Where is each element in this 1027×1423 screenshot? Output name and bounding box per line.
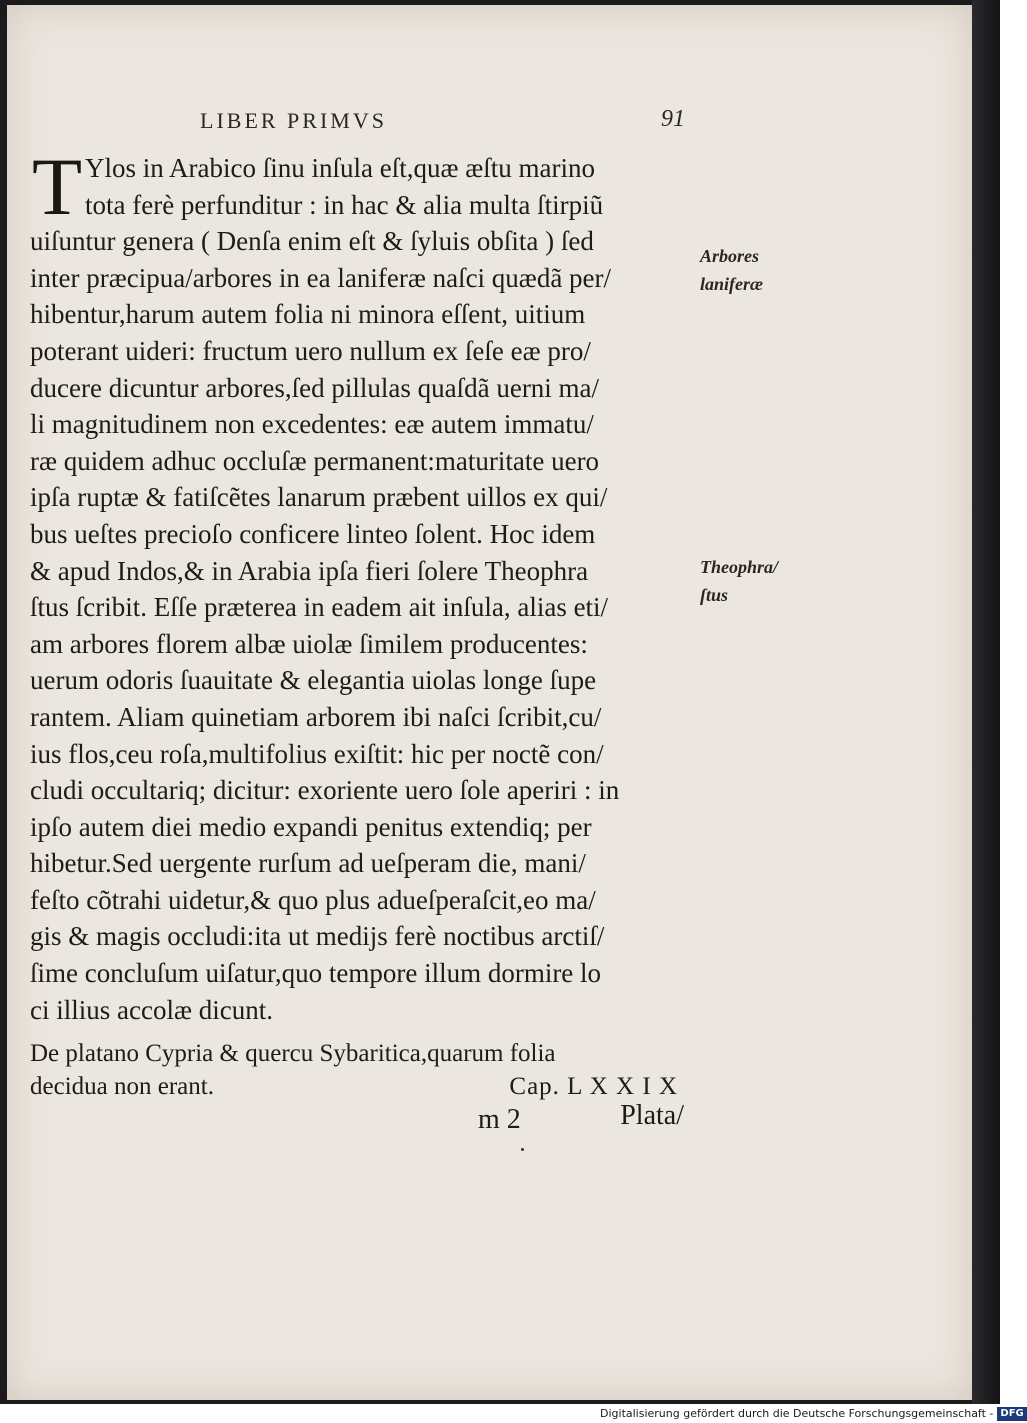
- dfg-logo-icon: DFG: [997, 1407, 1026, 1421]
- margin-note-line: Theophra/: [700, 557, 779, 577]
- text-line: inter præcipua/arbores in ea laniferæ naſci quædã per/: [30, 262, 612, 293]
- page-footer-catchwords: [478, 1100, 684, 1140]
- page-number: 91: [661, 106, 685, 132]
- page-header: [200, 108, 685, 142]
- text-line: ſime concluſum uiſatur,quo tempore illum dormire lo: [30, 958, 602, 989]
- chapter-line: decidua non erant.: [30, 1073, 214, 1100]
- margin-note-arbores: [700, 242, 820, 298]
- text-line: bus ueſtes precioſo conficere linteo ſolent. Hoc idem: [30, 518, 596, 549]
- text-line: ſtus ſcribit. Eſſe præterea in eadem ait inſula, alias eti/: [30, 592, 609, 623]
- text-line: gis & magis occludi:ita ut medijs ferè noctibus arctiſ/: [30, 921, 605, 952]
- chapter-number: Cap. L X X I X: [509, 1073, 678, 1100]
- text-line: & apud Indos,& in Arabia ipſa fieri ſolere Theophra: [30, 555, 589, 586]
- margin-note-line: laniferæ: [700, 274, 763, 294]
- margin-note-line: ſtus: [700, 585, 729, 605]
- text-line: uiſuntur genera ( Denſa enim eſt & ſyluis obſita ) ſed: [30, 226, 594, 257]
- text-line: poterant uideri: fructum uero nullum ex ſeſe eæ pro/: [30, 335, 591, 366]
- text-line: cludi occultariq; dicitur: exoriente uero ſole aperiri : in: [30, 775, 620, 806]
- text-line: tota ferè perfunditur : in hac & alia multa ſtirpiũ: [85, 189, 604, 220]
- running-title: LIBER PRIMVS: [200, 108, 387, 133]
- text-line: hibetur.Sed uergente rurſum ad ueſperam die, mani/: [30, 848, 586, 879]
- text-line: ius flos,ceu roſa,multifolius exiſtit: hic per noctẽ con/: [30, 738, 604, 769]
- page-gutter: [972, 0, 1000, 1404]
- ink-dot: [521, 1148, 524, 1151]
- chapter-heading: [30, 1037, 680, 1103]
- text-line: Ylos in Arabico ſinu inſula eſt,quæ æſtu marino: [85, 153, 595, 183]
- credit-text: Digitalisierung gefördert durch die Deutsche Forschungsgemeinschaft -: [600, 1407, 994, 1420]
- main-text: [30, 141, 690, 1028]
- margin-note-theophrastus: [700, 553, 820, 609]
- text-line: feſto cõtrahi uidetur,& quo plus adueſperaſcit,eo ma/: [30, 884, 596, 915]
- text-line: li magnitudinem non excedentes: eæ autem immatu/: [30, 409, 594, 440]
- text-line: ci illius accolæ dicunt.: [30, 994, 273, 1025]
- text-line: am arbores florem albæ uiolæ ſimilem producentes:: [30, 628, 588, 659]
- text-line: ipſa ruptæ & fatiſcẽtes lanarum præbent uillos ex qui/: [30, 482, 608, 513]
- digitization-credit: [600, 1405, 1024, 1423]
- text-line: ipſo autem diei medio expandi penitus extendiq; per: [30, 811, 592, 842]
- text-line: hibentur,harum autem folia ni minora eſſent, uitium: [30, 299, 586, 330]
- signature-mark: m 2: [478, 1104, 521, 1135]
- chapter-line: De platano Cypria & quercu Sybaritica,quarum folia: [30, 1040, 556, 1067]
- text-line: uerum odoris ſuauitate & elegantia uiolas longe ſupe: [30, 665, 597, 696]
- text-line: rantem. Aliam quinetiam arborem ibi naſci ſcribit,cu/: [30, 701, 602, 732]
- text-line: ducere dicuntur arbores,ſed pillulas quaſdã uerni ma/: [30, 372, 600, 403]
- catchword: Plata/: [620, 1100, 684, 1131]
- margin-note-line: Arbores: [700, 246, 760, 266]
- text-line: ræ quidem adhuc occluſæ permanent:maturitate uero: [30, 445, 600, 476]
- drop-cap: T: [32, 141, 83, 232]
